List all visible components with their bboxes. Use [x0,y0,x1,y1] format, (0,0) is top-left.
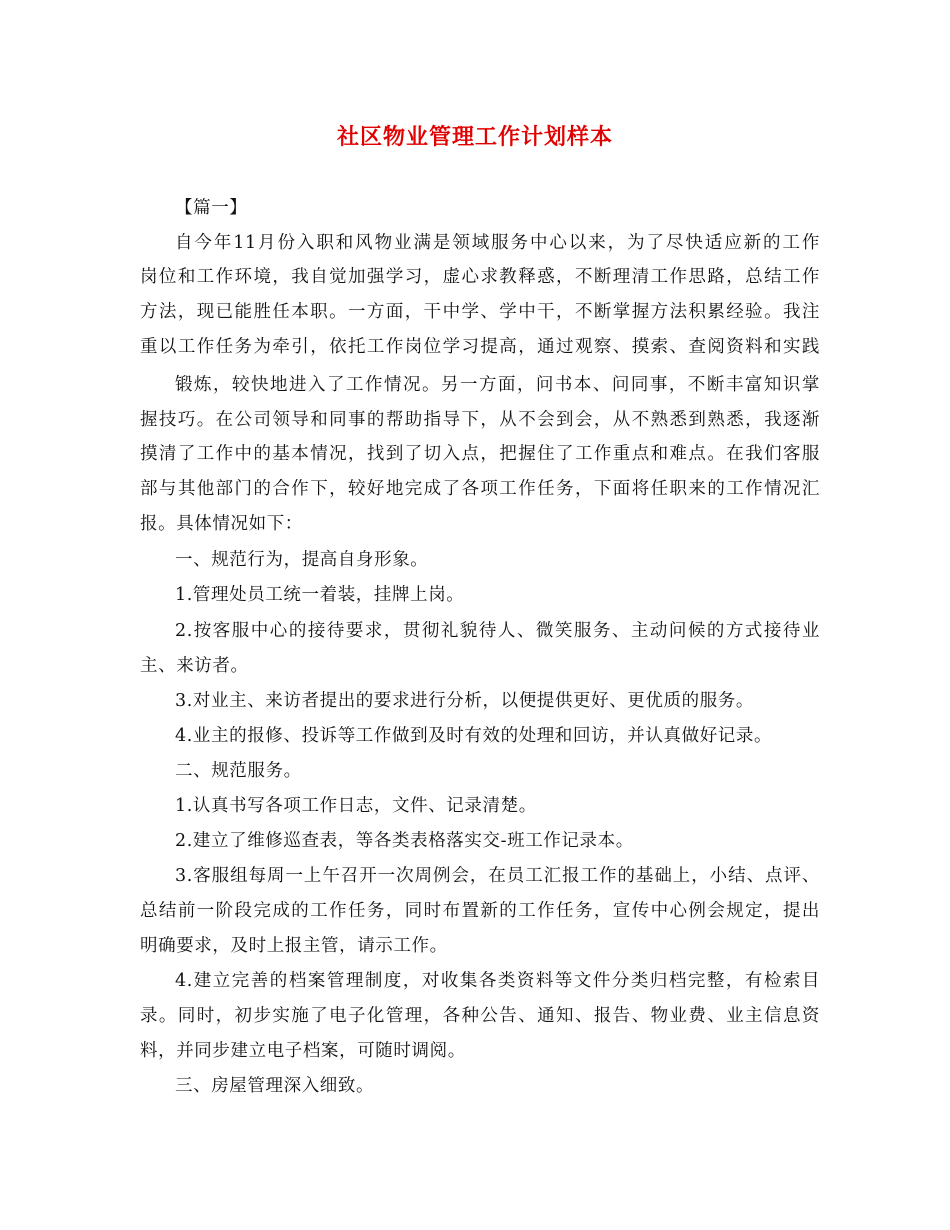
list-item-continuation: 主、来访者。 [140,656,249,676]
list-item: 1.认真书写各项工作日志，文件、记录清楚。 [175,796,537,816]
paragraph-line: 部与其他部门的合作下，较好地完成了各项工作任务，下面将任职来的工作情况汇 [140,479,820,499]
list-item: 3.对业主、来访者提出的要求进行分析，以便提供更好、更优质的服务。 [175,691,754,711]
list-item: 1.管理处员工统一着装，挂牌上岗。 [175,585,465,605]
paragraph-line: 重以工作任务为牵引，依托工作岗位学习提高，通过观察、摸索、查阅资料和实践 [140,337,820,357]
paragraph-line: 方法，现已能胜任本职。一方面，干中学、学中干，不断掌握方法积累经验。我注 [140,302,820,322]
list-item: 4.建立完善的档案管理制度，对收集各类资料等文件分类归档完整，有检索目 [175,971,820,991]
list-item-continuation: 总结前一阶段完成的工作任务，同时布置新的工作任务，宣传中心例会规定，提出 [140,901,820,921]
list-item-continuation: 明确要求，及时上报主管，请示工作。 [140,936,448,956]
section-heading: 三、房屋管理深入细致。 [175,1076,375,1096]
paragraph-line: 报。具体情况如下： [140,514,303,534]
paragraph-line: 锻炼，较快地进入了工作情况。另一方面，问书本、问同事，不断丰富知识掌 [175,375,820,395]
list-item-continuation: 料，并同步建立电子档案，可随时调阅。 [140,1041,466,1061]
list-item: 4.业主的报修、投诉等工作做到及时有效的处理和回访，并认真做好记录。 [175,726,773,746]
paragraph-line: 摸清了工作中的基本情况，找到了切入点，把握住了工作重点和难点。在我们客服 [140,444,820,464]
paragraph-line: 岗位和工作环境，我自觉加强学习，虚心求教释惑，不断理清工作思路，总结工作 [140,267,820,287]
list-item: 3.客服组每周一上午召开一次周例会，在员工汇报工作的基础上，小结、点评、 [175,866,820,886]
section-heading: 二、规范服务。 [175,761,302,781]
paragraph-line: 自今年11月份入职和风物业满是领域服务中心以来，为了尽快适应新的工作 [175,233,820,253]
section-heading-pian-yi: 【篇一】 [175,198,248,218]
paragraph-line: 握技巧。在公司领导和同事的帮助指导下，从不会到会，从不熟悉到熟悉，我逐渐 [140,410,820,430]
list-item: 2.建立了维修巡查表，等各类表格落实交-班工作记录本。 [175,831,634,851]
list-item: 2.按客服中心的接待要求，贯彻礼貌待人、微笑服务、主动问候的方式接待业 [175,621,820,641]
section-heading: 一、规范行为，提高自身形象。 [175,550,429,570]
document-title: 社区物业管理工作计划样本 [336,125,613,150]
list-item-continuation: 录。同时，初步实施了电子化管理，各种公告、通知、报告、物业费、业主信息资 [140,1006,820,1026]
